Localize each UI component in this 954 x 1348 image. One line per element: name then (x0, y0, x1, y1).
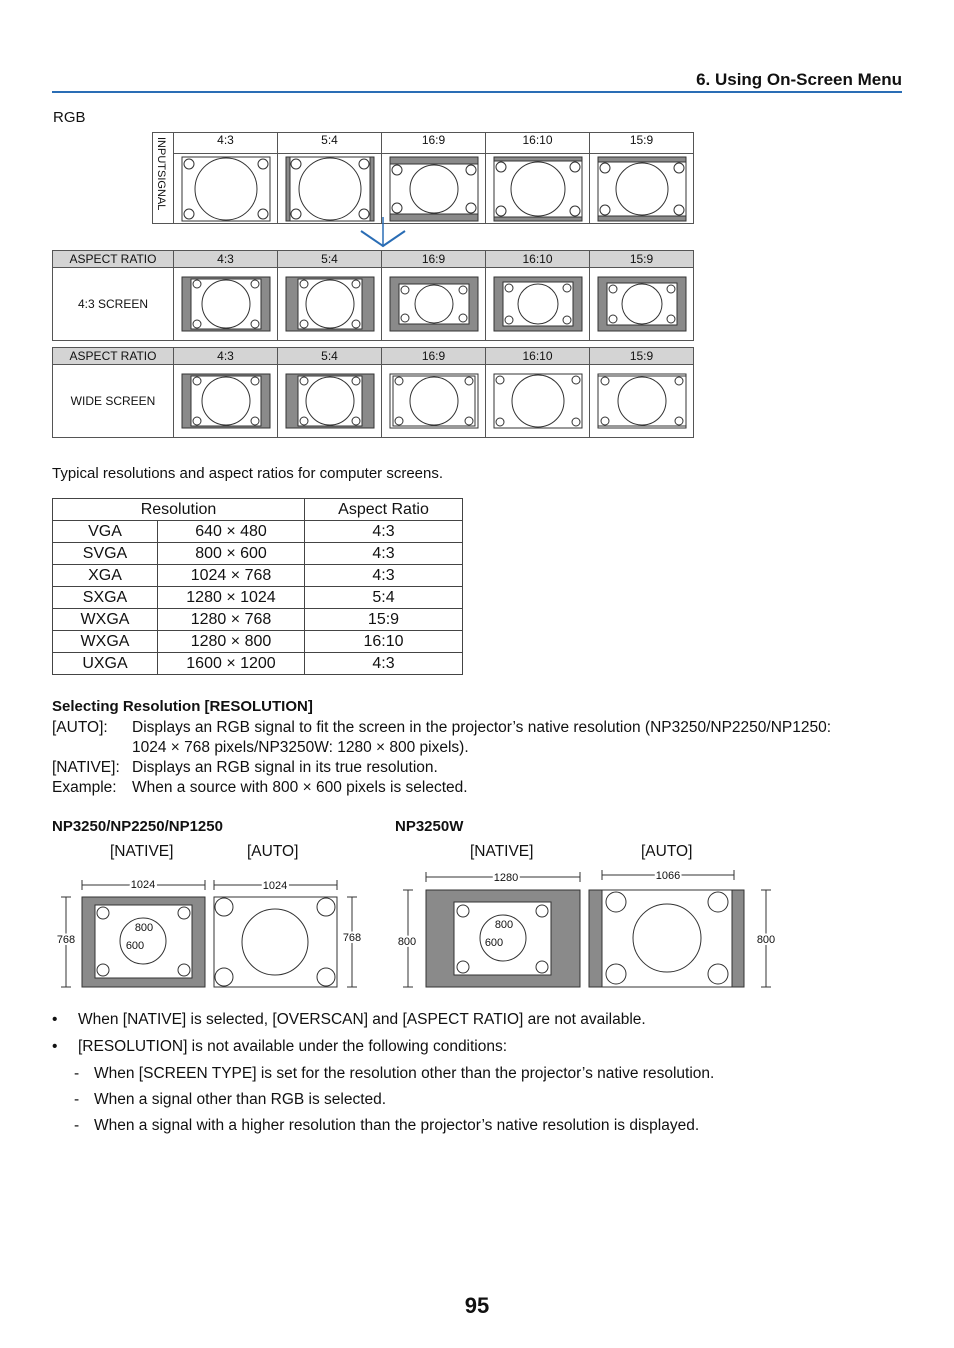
wide-cell-169 (382, 365, 486, 438)
wide-head-4: 15:9 (590, 348, 694, 365)
input-signal-table (152, 132, 694, 224)
screen43-monitor-54 (285, 276, 375, 332)
table-row (53, 631, 463, 653)
res-ratio: 4:3 (305, 653, 463, 675)
signal-cell-169 (382, 154, 486, 224)
bullet-2 (52, 1038, 508, 1056)
dim-left-auto-width: 1024 (262, 880, 288, 892)
dim-right-source-width: 800 (494, 919, 514, 931)
res-ratio: 15:9 (305, 609, 463, 631)
model-right-title: NP3250W (395, 818, 464, 835)
signal-cell-43 (174, 154, 278, 224)
res-name: SXGA (53, 587, 158, 609)
res-name: XGA (53, 565, 158, 587)
screen-43-table (52, 250, 694, 341)
screen43-monitor-43 (181, 276, 271, 332)
dim-right-auto-width: 1066 (655, 870, 681, 882)
aspect-ratio-header-wide: ASPECT RATIO (53, 348, 174, 365)
res-ratio: 16:10 (305, 631, 463, 653)
wide-monitor-159 (597, 373, 687, 429)
signal-head-2: 16:9 (382, 133, 486, 154)
rgb-label: RGB (53, 109, 86, 126)
bullet-text: When [NATIVE] is selected, [OVERSCAN] and [ASPECT RATIO] are not available. (78, 1011, 646, 1028)
screen43-cell-54 (278, 268, 382, 341)
dim-left-native-width: 1024 (130, 879, 156, 891)
aspect-ratio-header: ASPECT RATIO (53, 251, 174, 268)
res-ratio: 5:4 (305, 587, 463, 609)
section-title: Selecting Resolution [RESOLUTION] (52, 698, 313, 715)
res-size: 1280 × 800 (158, 631, 305, 653)
signal-monitor-54 (285, 156, 375, 222)
left-auto-label: [AUTO] (247, 843, 299, 860)
bullet-text: [RESOLUTION] is not available under the following conditions: (78, 1038, 508, 1055)
right-native-label: [NATIVE] (470, 843, 534, 860)
aspect-head-0: 4:3 (174, 251, 278, 268)
res-header-resolution: Resolution (53, 499, 305, 521)
signal-cell-159 (590, 154, 694, 224)
res-header-aspect: Aspect Ratio (305, 499, 463, 521)
table-row (53, 653, 463, 675)
signal-cell-1610 (486, 154, 590, 224)
def-term: [NATIVE]: (52, 759, 120, 776)
bullet-symbol: • (52, 1038, 58, 1055)
dash-symbol: - (74, 1091, 80, 1108)
table-row (53, 587, 463, 609)
aspect-head-4: 15:9 (590, 251, 694, 268)
aspect-head-2: 16:9 (382, 251, 486, 268)
wide-monitor-169 (389, 373, 479, 429)
dash-symbol: - (74, 1117, 80, 1134)
signal-head-4: 15:9 (590, 133, 694, 154)
table-row (53, 565, 463, 587)
signal-cell-54 (278, 154, 382, 224)
res-size: 640 × 480 (158, 521, 305, 543)
dash-item-3 (74, 1117, 700, 1135)
bullet-symbol: • (52, 1011, 58, 1028)
screen43-cell-169 (382, 268, 486, 341)
dash-text: When a signal other than RGB is selected. (94, 1091, 387, 1108)
screen43-cell-1610 (486, 268, 590, 341)
res-ratio: 4:3 (305, 565, 463, 587)
wide-cell-54 (278, 365, 382, 438)
dim-left-source-height: 600 (125, 940, 145, 952)
diagram-left (52, 870, 372, 995)
resolution-table (52, 498, 463, 675)
def-term: Example: (52, 779, 117, 796)
signal-head-3: 16:10 (486, 133, 590, 154)
right-auto-label: [AUTO] (641, 843, 693, 860)
input-signal-label-cell (153, 133, 174, 224)
res-size: 800 × 600 (158, 543, 305, 565)
resolution-caption: Typical resolutions and aspect ratios for computer screens. (52, 465, 444, 482)
dim-left-source-width: 800 (134, 922, 154, 934)
res-name: WXGA (53, 609, 158, 631)
dim-right-native-height: 800 (397, 936, 417, 948)
res-ratio: 4:3 (305, 521, 463, 543)
wide-cell-43 (174, 365, 278, 438)
def-text: Displays an RGB signal in its true resolution. (132, 759, 438, 776)
dash-text: When [SCREEN TYPE] is set for the resolution other than the projector’s native resolution. (94, 1065, 715, 1082)
screen43-monitor-1610 (493, 276, 583, 332)
wide-monitor-1610 (493, 373, 583, 429)
table-row (53, 609, 463, 631)
section-header: 6. Using On-Screen Menu (696, 70, 902, 89)
dash-text: When a signal with a higher resolution than the projector’s native resolution is displayed. (94, 1117, 700, 1134)
wide-head-0: 4:3 (174, 348, 278, 365)
def-term: [AUTO]: (52, 719, 108, 736)
dim-right-native-width: 1280 (493, 872, 519, 884)
res-size: 1024 × 768 (158, 565, 305, 587)
def-text: 1024 × 768 pixels/NP3250W: 1280 × 800 pixels). (132, 739, 469, 756)
res-name: UXGA (53, 653, 158, 675)
header-divider (52, 91, 902, 93)
wide-monitor-43 (181, 373, 271, 429)
res-name: VGA (53, 521, 158, 543)
dash-symbol: - (74, 1065, 80, 1082)
bullet-1 (52, 1011, 646, 1029)
screen43-cell-43 (174, 268, 278, 341)
wide-head-2: 16:9 (382, 348, 486, 365)
screen43-cell-159 (590, 268, 694, 341)
signal-monitor-169 (389, 156, 479, 222)
res-ratio: 4:3 (305, 543, 463, 565)
def-text: When a source with 800 × 600 pixels is selected. (132, 779, 468, 796)
wide-cell-159 (590, 365, 694, 438)
signal-monitor-1610 (493, 156, 583, 222)
signal-monitor-43 (181, 156, 271, 222)
diagram-right (392, 862, 787, 995)
dim-right-auto-height: 800 (756, 934, 776, 946)
input-signal-label: INPUTSIGNAL (155, 137, 167, 211)
signal-head-1: 5:4 (278, 133, 382, 154)
page-number: 95 (464, 1293, 490, 1318)
res-size: 1600 × 1200 (158, 653, 305, 675)
dash-item-1 (74, 1065, 715, 1083)
wide-head-1: 5:4 (278, 348, 382, 365)
signal-monitor-159 (597, 156, 687, 222)
screen43-monitor-159 (597, 276, 687, 332)
signal-head-0: 4:3 (174, 133, 278, 154)
wide-monitor-54 (285, 373, 375, 429)
screen-wide-table (52, 347, 694, 438)
res-size: 1280 × 768 (158, 609, 305, 631)
wide-cell-1610 (486, 365, 590, 438)
screen-wide-label: WIDE SCREEN (53, 365, 174, 438)
wide-head-3: 16:10 (486, 348, 590, 365)
res-name: SVGA (53, 543, 158, 565)
table-row (53, 521, 463, 543)
dash-item-2 (74, 1091, 387, 1109)
screen43-monitor-169 (389, 276, 479, 332)
screen-43-label: 4:3 SCREEN (53, 268, 174, 341)
table-row (53, 543, 463, 565)
res-name: WXGA (53, 631, 158, 653)
aspect-head-3: 16:10 (486, 251, 590, 268)
def-text: Displays an RGB signal to fit the screen in the projector’s native resolution (NP3250/NP2250/NP1250: (132, 719, 832, 736)
model-left-title: NP3250/NP2250/NP1250 (52, 818, 223, 835)
dim-right-source-height: 600 (484, 937, 504, 949)
dim-left-auto-height: 768 (342, 932, 362, 944)
chevron-down-icon (358, 215, 408, 249)
aspect-head-1: 5:4 (278, 251, 382, 268)
dim-left-native-height: 768 (56, 934, 76, 946)
left-native-label: [NATIVE] (110, 843, 174, 860)
res-size: 1280 × 1024 (158, 587, 305, 609)
